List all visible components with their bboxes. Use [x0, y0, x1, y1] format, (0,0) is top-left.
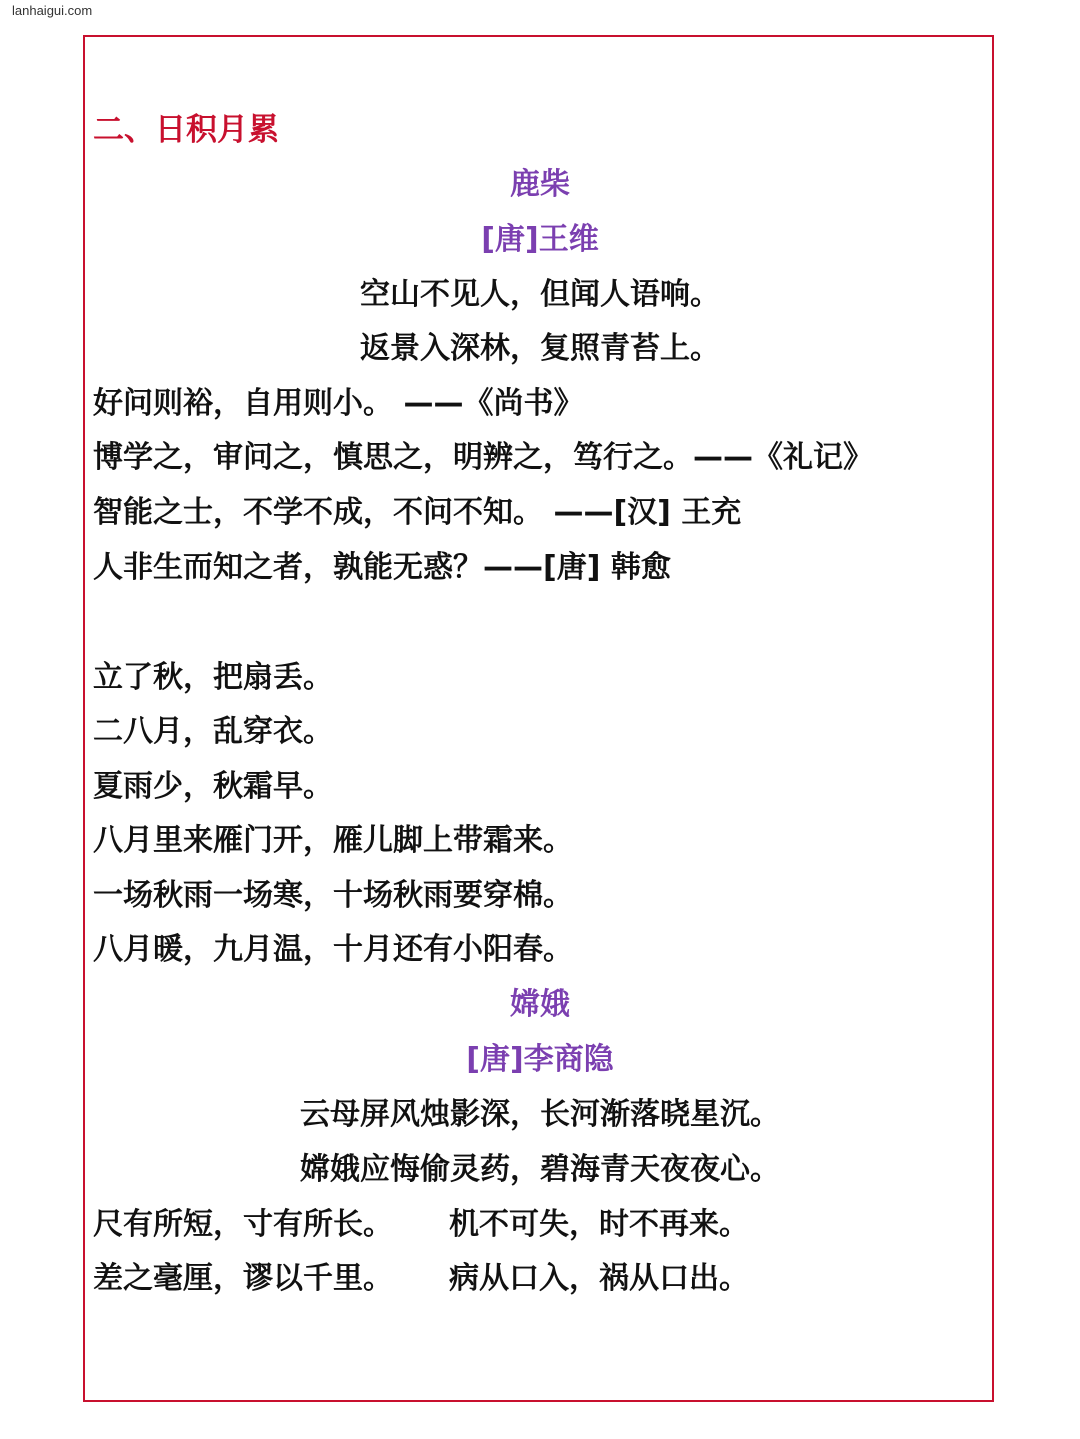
proverb-line: 八月里来雁门开，雁儿脚上带霜来。: [93, 823, 573, 858]
poem2-line: 云母屏风烛影深，长河渐落晓星沉。: [300, 1097, 780, 1132]
quote-line: 博学之，审问之，慎思之，明辨之，笃行之。——《礼记》: [93, 440, 873, 475]
quote-line: 人非生而知之者，孰能无惑？——[唐] 韩愈: [93, 550, 671, 585]
poem2-line: 嫦娥应悔偷灵药，碧海青天夜夜心。: [300, 1152, 780, 1187]
proverb-line: 立了秋，把扇丢。: [93, 660, 333, 695]
poem1-line: 空山不见人，但闻人语响。: [360, 277, 720, 312]
proverb-line: 八月暖，九月温，十月还有小阳春。: [93, 932, 573, 967]
poem1-line: 返景入深林，复照青苔上。: [360, 331, 720, 366]
saying-row: [93, 1259, 749, 1299]
poem2-author: [唐]李商隐: [466, 1042, 614, 1077]
saying-left: 尺有所短，寸有所长。: [93, 1207, 393, 1242]
section-title: 二、日积月累: [93, 112, 279, 148]
saying-right: 病从口入，祸从口出。: [449, 1261, 749, 1296]
saying-left: 差之毫厘，谬以千里。: [93, 1261, 393, 1296]
saying-right: 机不可失，时不再来。: [449, 1207, 749, 1242]
poem1-title: 鹿柴: [510, 167, 570, 202]
poem1-author: [唐]王维: [481, 222, 599, 257]
quote-line: 好问则裕，自用则小。 ——《尚书》: [93, 386, 584, 421]
proverb-line: 二八月，乱穿衣。: [93, 714, 333, 749]
quote-line: 智能之士，不学不成，不问不知。 ——[汉] 王充: [93, 495, 742, 530]
saying-row: [93, 1205, 749, 1245]
poem2-title: 嫦娥: [510, 987, 570, 1022]
proverb-line: 夏雨少，秋霜早。: [93, 769, 333, 804]
watermark-text: lanhaigui.com: [12, 3, 93, 18]
proverb-line: 一场秋雨一场寒，十场秋雨要穿棉。: [93, 878, 573, 913]
